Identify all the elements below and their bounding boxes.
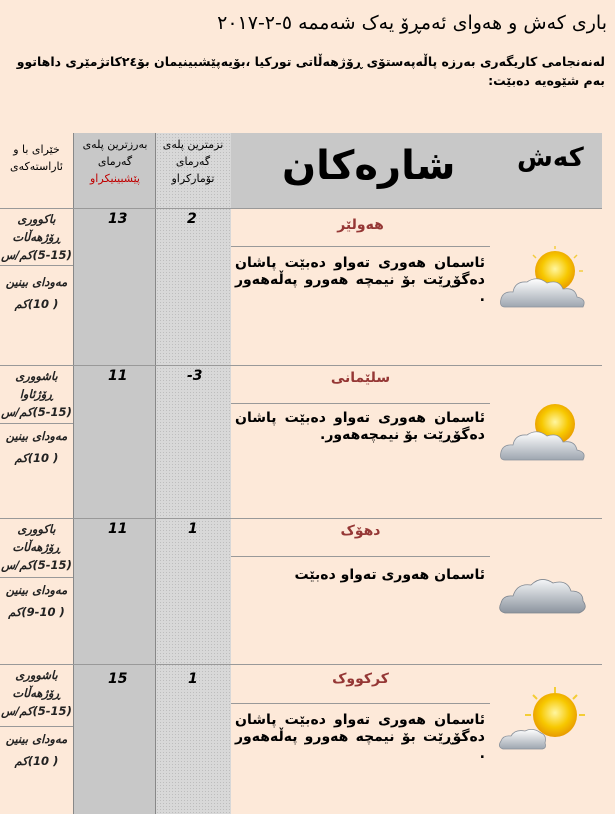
city-name: کرکووک <box>332 671 389 687</box>
notes-inner-line <box>0 577 73 578</box>
city-inner-line <box>231 703 490 704</box>
notes-inner-line <box>0 726 73 727</box>
visibility-value: ( 9-10)کم <box>8 605 65 619</box>
max-temp-value: 13 <box>108 211 128 227</box>
wind-direction <box>0 520 73 574</box>
wind-speed-text: (5-15)کم/س <box>1 248 72 262</box>
weather-description: ئاسمان هەوری تەواو دەبێت پاشان دەگۆڕێت بۆ نیمچە هەورو پەڵەهەور . <box>235 712 485 762</box>
wind-direction-text: باکووری ڕۆژهەڵات <box>12 212 61 244</box>
min-temp-value: 1 <box>188 521 198 537</box>
min-temp-value: -3 <box>187 368 203 384</box>
min-temp-value: 1 <box>188 671 198 687</box>
max-temp-value: 15 <box>108 671 128 687</box>
page-header <box>0 0 615 110</box>
visibility-label: مەودای بینین <box>5 732 68 746</box>
city-inner-line <box>231 556 490 557</box>
max-temp-header <box>78 136 152 187</box>
sun-cloud-icon <box>497 245 592 320</box>
city-inner-line <box>231 403 490 404</box>
visibility-note <box>0 271 73 315</box>
visibility-note <box>0 425 73 469</box>
max-temp-value: 11 <box>108 368 128 384</box>
wind-speed-text: (5-15)کم/س <box>1 405 72 419</box>
wind-speed-text: (5-15)کم/س <box>1 704 72 718</box>
wind-direction-text: باشووری ڕۆژئاوا <box>15 369 58 401</box>
min-temp-header: نزمترین پلەی گەرمای تۆمارکراو <box>162 138 224 185</box>
page-title: باری کەش و هەوای ئەمڕۆ یەک شەممە ٥-٢-٢٠١٧ <box>217 12 607 34</box>
cloud-icon <box>495 553 590 628</box>
visibility-note <box>0 728 73 772</box>
row-separator <box>0 664 602 665</box>
notes-inner-line <box>0 265 73 266</box>
notes-inner-line <box>0 423 73 424</box>
visibility-note <box>0 579 73 623</box>
weather-description: ئاسمان هەوری تەواو دەبێت <box>294 567 485 583</box>
min-temp-column <box>155 133 231 814</box>
visibility-label: مەودای بینین <box>5 429 68 443</box>
max-temp-header-label: بەرزترین پلەی گەرمای <box>82 138 148 168</box>
weather-description: ئاسمان هەوری تەواو دەبێت پاشان دەگۆڕێت بۆ نیمچەهەور. <box>235 410 485 443</box>
city-inner-line <box>231 246 490 247</box>
wind-speed-text: (5-15)کم/س <box>1 558 72 572</box>
weather-header: کەش <box>517 143 584 173</box>
row-separator <box>0 365 602 366</box>
wind-direction <box>0 367 73 421</box>
max-temp-header-forecast: پێشبینیکراو <box>90 172 140 185</box>
wind-direction <box>0 666 73 720</box>
city-name: هەولێر <box>337 217 384 233</box>
page-subtitle: لەنەنجامی کاریگەری بەرزە پاڵەپەستۆی ڕۆژهەڵاتی تورکیا ،بۆیەپێشبینیمان بۆ٢٤کاتژمێری داهاتوو بەم شێوەیە دەبێت: <box>16 54 605 88</box>
wind-direction <box>0 210 73 264</box>
city-name: سلێمانی <box>330 370 391 386</box>
city-name: دهۆک <box>340 523 381 539</box>
wind-direction-text: باکووری ڕۆژهەڵات <box>12 522 61 554</box>
visibility-value: ( 10)کم <box>14 754 59 768</box>
row-separator <box>0 518 602 519</box>
sun-cloud-icon <box>497 685 592 760</box>
min-temp-value: 2 <box>187 211 197 227</box>
visibility-label: مەودای بینین <box>5 583 68 597</box>
max-temp-value: 11 <box>108 521 128 537</box>
forecast-table <box>0 133 602 814</box>
visibility-value: ( 10)کم <box>14 297 59 311</box>
visibility-value: ( 10)کم <box>14 451 59 465</box>
wind-direction-text: باشووری ڕۆژهەڵات <box>12 668 61 700</box>
header-separator <box>0 208 602 209</box>
cities-header: شارەکان <box>282 143 456 189</box>
visibility-label: مەودای بینین <box>5 275 68 289</box>
max-temp-column <box>73 133 156 814</box>
sun-cloud-icon <box>497 398 592 473</box>
weather-description: ئاسمان هەوری تەواو دەبێت پاشان دەگۆڕێت بۆ نیمچە هەورو پەڵەهەور . <box>235 255 485 305</box>
wind-notes-header: خێرای با و ئاراستەکەی <box>10 143 63 173</box>
